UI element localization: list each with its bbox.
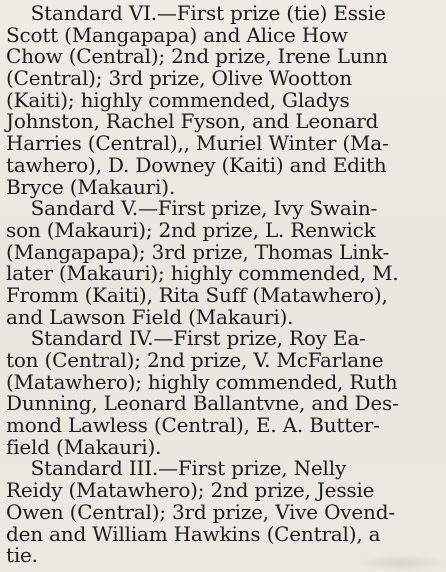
article-line: Chow (Central); 2nd prize, Irene Lunn xyxy=(6,44,388,69)
article-line: Johnston, Rachel Fyson, and Leonard xyxy=(6,109,379,134)
article-line: (Kaiti); highly commended, Gladys xyxy=(6,87,350,112)
article-line: (Central); 3rd prize, Olive Wootton xyxy=(6,66,352,91)
article-line: Bryce (Makauri). xyxy=(6,174,175,199)
article-line: Reidy (Matawhero); 2nd prize, Jessie xyxy=(6,478,375,503)
article-line: tie. xyxy=(6,543,38,568)
article-line: Standard IV.—First prize, Roy Ea- xyxy=(6,326,366,351)
article-line: tawhero), D. Downey (Kaiti) and Edith xyxy=(6,152,387,177)
article-line: ton (Central); 2nd prize, V. McFarlane xyxy=(6,348,384,372)
article-line: Sandard V.—First prize, Ivy Swain- xyxy=(6,196,378,221)
article-column xyxy=(6,3,442,567)
article-line: Standard VI.—First prize (tie) Essie xyxy=(6,1,386,25)
article-line: Owen (Central); 3rd prize, Vive Ovend- xyxy=(6,499,395,524)
article-line: mond Lawless (Central), E. A. Butter- xyxy=(6,413,380,438)
article-line: Fromm (Kaiti), Rita Suff (Matawhero), xyxy=(6,282,388,307)
article-line: (Mangapapa); 3rd prize, Thomas Link- xyxy=(6,239,390,264)
print-smudge xyxy=(356,554,446,572)
article-line: Harries (Central),, Muriel Winter (Ma- xyxy=(6,131,389,156)
article-line: Dunning, Leonard Ballantvne, and Des- xyxy=(6,391,399,416)
article-line: field (Makauri). xyxy=(6,434,162,459)
article-line: Scott (Mangapapa) and Alice How xyxy=(6,22,348,47)
article-line: den and William Hawkins (Central), a xyxy=(6,521,381,546)
article-line: Standard III.—First prize, Nelly xyxy=(6,456,347,481)
article-line: son (Makauri); 2nd prize, L. Renwick xyxy=(6,217,376,242)
article-line: (Matawhero); highly commended, Ruth xyxy=(6,369,398,394)
article-line: and Lawson Field (Makauri). xyxy=(6,304,294,329)
article-line: later (Makauri); highly commended, M. xyxy=(6,261,399,286)
